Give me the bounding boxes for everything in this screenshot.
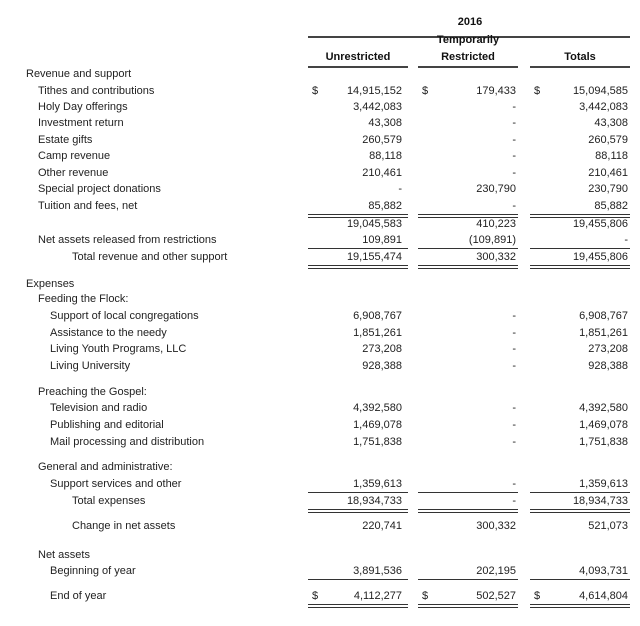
row-value-col3: 4,614,804 <box>579 590 628 602</box>
year-header: 2016 <box>457 16 483 28</box>
double-underline <box>530 509 630 513</box>
row-value-col1: 43,308 <box>368 117 402 129</box>
row-value-col2: - <box>512 134 516 146</box>
row-value-col3: 1,751,838 <box>579 436 628 448</box>
row-value-col2: - <box>512 402 516 414</box>
row-value-col3: - <box>624 234 628 246</box>
row-value-col2: - <box>512 478 516 490</box>
dollar-sign: $ <box>422 590 429 602</box>
row-label: Holy Day offerings <box>38 101 128 113</box>
row-label: Feeding the Flock: <box>38 293 129 305</box>
row-value-col2: 179,433 <box>476 85 516 97</box>
double-underline <box>308 604 408 608</box>
row-label: Camp revenue <box>38 150 111 162</box>
row-label: Change in net assets <box>72 520 176 532</box>
row-value-col2: 502,527 <box>476 590 516 602</box>
row-value-col1: 220,741 <box>362 520 402 532</box>
double-underline <box>530 265 630 269</box>
row-value-col3: 19,455,806 <box>572 251 628 263</box>
row-value-col3: 4,392,580 <box>579 402 628 414</box>
row-value-col2: - <box>512 495 516 507</box>
row-value-col1: 85,882 <box>368 200 402 212</box>
row-value-col1: 3,891,536 <box>353 565 402 577</box>
row-label: Net assets <box>38 549 90 561</box>
row-value-col3: 15,094,585 <box>572 85 628 97</box>
row-value-col1: 4,112,277 <box>353 590 402 602</box>
row-value-col2: 202,195 <box>476 565 516 577</box>
row-value-col3: 1,469,078 <box>579 419 628 431</box>
row-value-col2: - <box>512 310 516 322</box>
row-value-col3: 4,093,731 <box>579 565 628 577</box>
row-label: Publishing and editorial <box>50 419 164 431</box>
row-value-col3: 1,851,261 <box>579 327 628 339</box>
double-underline <box>530 604 630 608</box>
row-value-col1: 928,388 <box>362 360 402 372</box>
dollar-sign: $ <box>422 85 429 97</box>
double-underline <box>308 265 408 269</box>
row-label: Tuition and fees, net <box>38 200 138 212</box>
row-label: Net assets released from restrictions <box>38 234 217 246</box>
row-value-col3: 18,934,733 <box>572 495 628 507</box>
double-underline <box>418 509 518 513</box>
col1-header: Unrestricted <box>325 51 391 63</box>
row-value-col2: 300,332 <box>476 251 516 263</box>
row-value-col1: 3,442,083 <box>353 101 402 113</box>
single-underline <box>418 492 518 493</box>
row-value-col3: 1,359,613 <box>579 478 628 490</box>
double-underline <box>418 265 518 269</box>
single-underline <box>418 248 518 249</box>
row-label: Special project donations <box>38 183 161 195</box>
row-value-col3: 19,455,806 <box>572 218 628 230</box>
row-value-col2: - <box>512 200 516 212</box>
col2-header-line1: Temporarily <box>436 34 500 46</box>
col3-header-rule <box>530 66 630 68</box>
single-underline <box>308 248 408 249</box>
row-value-col1: 4,392,580 <box>353 402 402 414</box>
row-label: Support of local congregations <box>50 310 199 322</box>
row-value-col1: 1,469,078 <box>353 419 402 431</box>
row-label: Preaching the Gospel: <box>38 386 147 398</box>
row-value-col2: - <box>512 360 516 372</box>
row-label: Mail processing and distribution <box>50 436 205 448</box>
row-value-col3: 928,388 <box>588 360 628 372</box>
single-underline <box>530 579 630 580</box>
row-value-col2: - <box>512 117 516 129</box>
col2-header-rule <box>418 66 518 68</box>
row-value-col1: 273,208 <box>362 343 402 355</box>
row-value-col3: 521,073 <box>588 520 628 532</box>
row-value-col1: 260,579 <box>362 134 402 146</box>
row-value-col2: - <box>512 343 516 355</box>
dollar-sign: $ <box>534 85 541 97</box>
row-label: Tithes and contributions <box>38 85 155 97</box>
row-value-col3: 230,790 <box>588 183 628 195</box>
row-label: Estate gifts <box>38 134 93 146</box>
row-label: Television and radio <box>50 402 148 414</box>
double-underline <box>308 509 408 513</box>
row-value-col2: - <box>512 150 516 162</box>
row-value-col2: (109,891) <box>468 234 516 246</box>
row-value-col2: - <box>512 101 516 113</box>
single-underline <box>530 492 630 493</box>
row-label: End of year <box>50 590 107 602</box>
row-label: Support services and other <box>50 478 182 490</box>
row-label: Total expenses <box>72 495 146 507</box>
row-label: Assistance to the needy <box>50 327 167 339</box>
single-underline <box>418 579 518 580</box>
row-value-col1: 18,934,733 <box>346 495 402 507</box>
dollar-sign: $ <box>312 85 319 97</box>
single-underline <box>308 492 408 493</box>
row-label: Other revenue <box>38 167 109 179</box>
row-value-col1: 1,851,261 <box>353 327 402 339</box>
single-underline <box>530 248 630 249</box>
single-underline <box>308 579 408 580</box>
row-label: Revenue and support <box>26 68 132 80</box>
row-value-col1: 1,359,613 <box>353 478 402 490</box>
row-label: Total revenue and other support <box>72 251 228 263</box>
dollar-sign: $ <box>312 590 319 602</box>
row-value-col1: 19,155,474 <box>346 251 402 263</box>
double-underline <box>418 604 518 608</box>
row-value-col3: 210,461 <box>588 167 628 179</box>
col1-header-rule <box>308 66 408 68</box>
col3-header: Totals <box>564 51 596 63</box>
row-value-col1: - <box>398 183 402 195</box>
row-value-col1: 109,891 <box>362 234 402 246</box>
row-value-col2: 300,332 <box>476 520 516 532</box>
row-value-col1: 19,045,583 <box>346 218 402 230</box>
row-label: Living University <box>50 360 131 372</box>
row-value-col1: 210,461 <box>362 167 402 179</box>
row-label: General and administrative: <box>38 461 173 473</box>
row-value-col3: 6,908,767 <box>579 310 628 322</box>
row-value-col1: 6,908,767 <box>353 310 402 322</box>
row-value-col3: 260,579 <box>588 134 628 146</box>
row-label: Living Youth Programs, LLC <box>50 343 187 355</box>
row-label: Beginning of year <box>50 565 136 577</box>
row-value-col1: 1,751,838 <box>353 436 402 448</box>
row-value-col3: 88,118 <box>595 150 628 162</box>
col2-header-line2: Restricted <box>441 51 495 63</box>
dollar-sign: $ <box>534 590 541 602</box>
row-value-col2: - <box>512 167 516 179</box>
row-value-col2: 230,790 <box>476 183 516 195</box>
row-value-col2: - <box>512 419 516 431</box>
row-value-col3: 43,308 <box>594 117 628 129</box>
row-value-col3: 3,442,083 <box>579 101 628 113</box>
row-label: Expenses <box>26 278 75 290</box>
row-value-col1: 14,915,152 <box>346 85 402 97</box>
row-value-col3: 85,882 <box>594 200 628 212</box>
row-value-col2: - <box>512 327 516 339</box>
row-value-col1: 88,118 <box>369 150 402 162</box>
row-label: Investment return <box>38 117 124 129</box>
row-value-col2: - <box>512 436 516 448</box>
row-value-col2: 410,223 <box>476 218 516 230</box>
row-value-col3: 273,208 <box>588 343 628 355</box>
